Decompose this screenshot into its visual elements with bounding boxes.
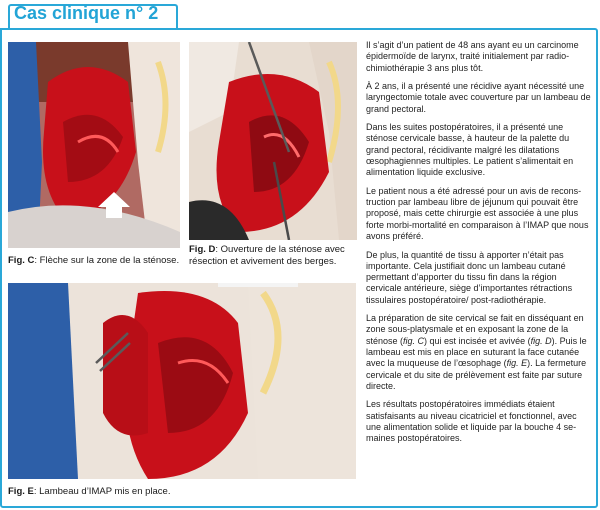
- paragraph-referral: Le patient nous a été adressé pour un avis de reconstruction par lambeau libre de jéjunum qui pouvait être proposé, mais cette chirurgie est associée à une plus forte morbi-mortalité en comparaison à l’IMAP que nous avons préféré.: [366, 185, 589, 242]
- figure-e-label: Fig. E: [8, 486, 34, 497]
- paragraph-stenosis: Dans les suites postopératoires, il a présenté une sténose cervicale basse, à hauteur de la palette du grand pectoral, récidivante malgré les dilatations œsophagiennes multiples. Le patient s’alimentait en alimentation liquide exclusive.: [366, 122, 574, 178]
- ref-fig-d: fig. D: [530, 335, 552, 346]
- figure-c-photo: [8, 42, 180, 248]
- page-title: Cas clinique n° 2: [14, 3, 159, 23]
- figure-e-photo: [8, 283, 356, 479]
- figure-d-caption: [189, 244, 359, 268]
- figure-e-caption: [8, 486, 356, 498]
- paragraph-tissue: De plus, la quantité de tissu à apporter n’était pas importante. Cela justifiait donc un lambeau cutané permettant d’apporter du tissu fin dans la région cervicale antérieure, siège d’importantes rétractions tissulaires postopératoire/ post-radiothérapie.: [366, 249, 573, 305]
- figure-c-caption: [8, 255, 182, 267]
- figure-d-text: : Ouverture de la sténose avec résection et avivement des berges.: [189, 244, 345, 267]
- paragraph-patient-history: Il s’agit d’un patient de 48 ans ayant eu un carcinome épidermoïde de larynx, traité initialement par radio-chimiothérapie 3 ans plus tôt.: [366, 40, 579, 73]
- figure-d-label: Fig. D: [189, 244, 216, 255]
- figure-d-photo: [189, 42, 357, 240]
- figure-c-label: Fig. C: [8, 255, 35, 266]
- ref-fig-c: fig. C: [403, 335, 425, 346]
- paragraph-recurrence: À 2 ans, il a présenté une récidive ayant nécessité une laryngectomie totale avec couverture par un lambeau de grand pectoral.: [366, 81, 591, 114]
- paragraph-procedure: La préparation de site cervical se fait en disséquant en zone sous-platysmale et en exposant la zone de la sténose (fig. C) qui est incisée et avivée (fig. D). Puis le lambeau est mis en place en suturant la face cutanée avec la muqueuse de l’œsophage (fig. E). La fermeture cervicale et du site de prélèvement est faite par suture directe.: [366, 313, 587, 391]
- figure-c-text: : Flèche sur la zone de la sténose.: [34, 255, 180, 266]
- ref-fig-e: fig. E: [506, 358, 528, 369]
- case-description: [366, 40, 594, 452]
- paragraph-results: Les résultats postopératoires immédiats étaient satisfaisants au niveau cicatriciel et fonctionnel, avec une alimentation solide et liquide par la bouche 4 semaines postopératoires.: [366, 399, 577, 444]
- figure-e-text: : Lambeau d’IMAP mis en place.: [33, 486, 171, 497]
